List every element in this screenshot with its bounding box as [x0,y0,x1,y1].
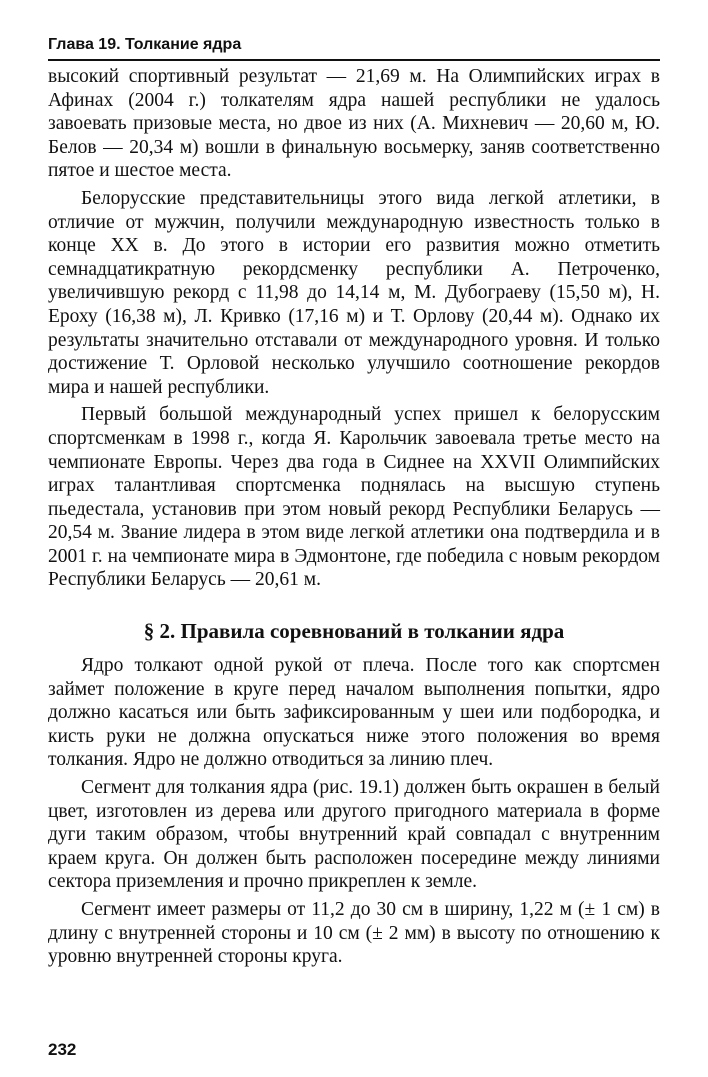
paragraph: Ядро толкают одной рукой от плеча. После того как спортсмен займет положение в круге перед началом выполнения попытки, ядро должно касаться или быть зафиксированным у шеи или подбородка, и кисть руки не должна опускаться ниже этого положения во время толкания. Ядро не должно отводиться за линию плеч. [48,655,660,771]
book-page [48,34,660,973]
paragraph: Первый большой международный успех пришел к белорусским спортсменкам в 1998 г., когда Я. Карольчик завоевала третье место на чемпионате Европы. Через два года в Сиднее на XXVII Олимпийских играх талантливая спортсменка поднялась на высшую ступень пьедестала, установив при этом новый рекорд Республики Беларусь — 20,54 м. Звание лидера в этом виде легкой атлетики она подтвердила и в 2001 г. на чемпионате мира в Эдмонтоне, где победила с новым рекордом Республики Беларусь — 20,61 м. [48,404,660,591]
body-text [48,65,660,969]
paragraph: Сегмент для толкания ядра (рис. 19.1) должен быть окрашен в белый цвет, изготовлен из дерева или другого пригодного материала в форме дуги таким образом, чтобы внутренний край совпадал с внутренним краем круга. Он должен быть расположен посередине между линиями сектора приземления и прочно прикреплен к земле. [48,777,660,893]
page-number: 232 [48,1040,77,1059]
paragraph: Сегмент имеет размеры от 11,2 до 30 см в ширину, 1,22 м (± 1 см) в длину с внутренней стороны и 10 см (± 2 мм) в высоту по отношению к уровню внутренней стороны круга. [48,899,660,968]
running-head: Глава 19. Толкание ядра [48,34,660,61]
paragraph-continued: высокий спортивный результат — 21,69 м. На Олимпийских играх в Афинах (2004 г.) толкателям ядра нашей республики не удалось завоевать призовые места, но двое из них (А. Михневич — 20,60 м, Ю. Белов — 20,34 м) вошли в финальную восьмерку, заняв соответственно пятое и шестое места. [48,66,660,182]
paragraph: Белорусские представительницы этого вида легкой атлетики, в отличие от мужчин, получили международную известность только в конце XX в. До этого в истории его развития можно отметить семнадцатикратную рекордсменку республики А. Петроченко, увеличившую рекорд с 11,98 до 14,14 м, М. Дубограеву (15,50 м), Н. Ероху (16,38 м), Л. Кривко (17,16 м) и Т. Орлову (20,44 м). Однако их результаты значительно отставали от международного уровня. И только достижение Т. Орловой несколько улучшило соотношение рекордов мира и нашей республики. [48,187,660,398]
section-heading: § 2. Правила соревнований в толкании ядра [143,619,565,644]
